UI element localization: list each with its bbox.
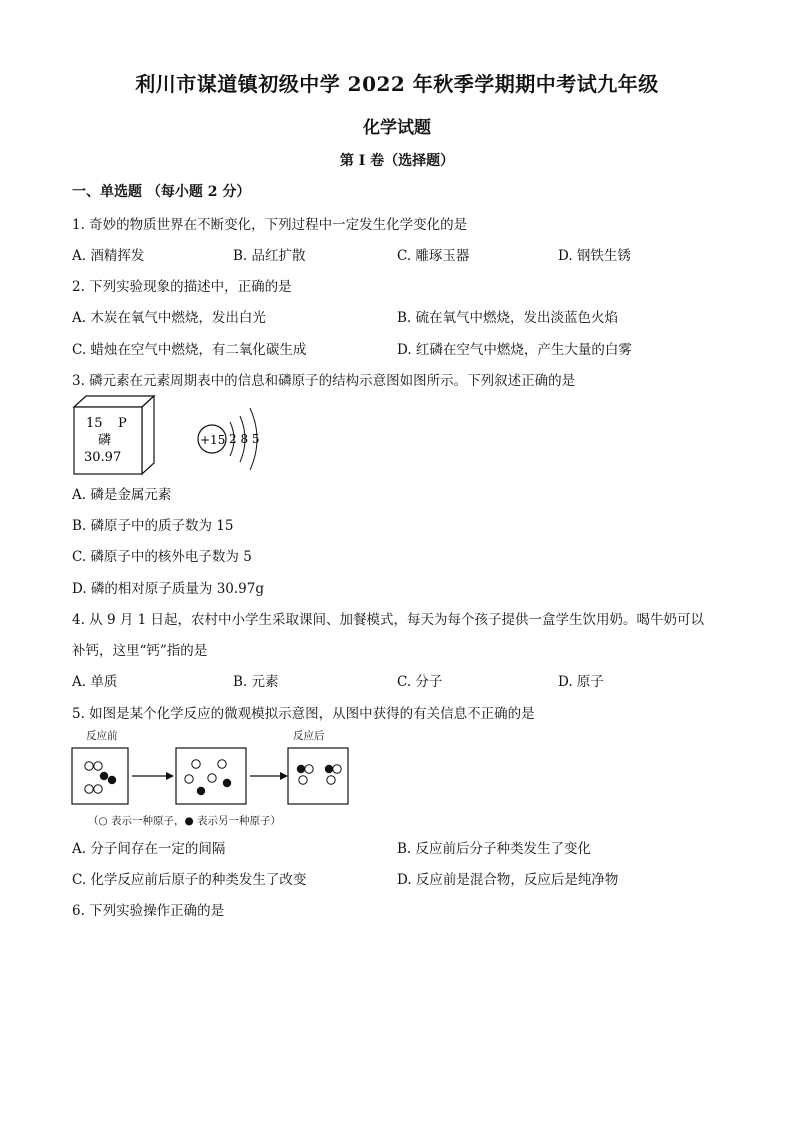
q5-option-d: D. 反应前是混合物，反应后是纯净物 [397, 872, 619, 888]
white-atom [299, 776, 307, 784]
white-atom [218, 760, 226, 768]
reaction-arrow-1-head [166, 772, 174, 780]
white-atom [94, 762, 102, 770]
element-symbol: P [118, 416, 127, 431]
before-label: 反应前 [86, 730, 118, 742]
question-2-text: 2. 下列实验现象的描述中，正确的是 [72, 279, 292, 295]
nucleus-charge: +15 [200, 433, 226, 447]
section-heading: 一、单选题 （每小题 2 分） [72, 184, 251, 200]
q5-option-b: B. 反应前后分子种类发生了变化 [397, 841, 592, 857]
question-4-text-cont: 补钙，这里“钙”指的是 [72, 643, 208, 659]
white-atom [85, 785, 93, 793]
black-atom [197, 787, 205, 795]
volume-label: 第 I 卷（选择题） [339, 153, 455, 169]
black-atom [297, 765, 305, 773]
q1-option-a: A. 酒精挥发 [72, 248, 145, 264]
q3-option-a: A. 磷是金属元素 [72, 487, 172, 503]
element-atomic-number: 15 [86, 416, 103, 431]
q4-option-c: C. 分子 [397, 674, 443, 690]
black-atom [325, 765, 333, 773]
white-atom [192, 760, 200, 768]
q4-option-a: A. 单质 [72, 674, 118, 690]
element-tile [70, 393, 160, 477]
white-atom [333, 765, 341, 773]
reaction-diagram [70, 745, 360, 809]
black-atom [108, 776, 116, 784]
q5-option-c: C. 化学反应前后原子的种类发生了改变 [72, 872, 307, 888]
q2-option-b: B. 硫在氧气中燃烧，发出淡蓝色火焰 [397, 310, 619, 326]
q2-option-c: C. 蜡烛在空气中燃烧，有二氧化碳生成 [72, 342, 307, 358]
white-atom [185, 775, 193, 783]
element-tile-side [142, 396, 154, 474]
black-atom [223, 779, 231, 787]
q5-option-a: A. 分子间存在一定的间隔 [72, 841, 226, 857]
element-name: 磷 [98, 433, 112, 448]
atom-structure-diagram [192, 404, 272, 474]
q1-option-c: C. 雕琢玉器 [397, 248, 470, 264]
q3-option-c: C. 磷原子中的核外电子数为 5 [72, 549, 252, 565]
question-6-text: 6. 下列实验操作正确的是 [72, 903, 225, 919]
white-atom [94, 785, 102, 793]
electron-shell-counts: 2 8 5 [229, 432, 260, 446]
page-title: 利川市谋道镇初级中学 2022 年秋季学期期中考试九年级 [135, 72, 659, 96]
q4-option-b: B. 元素 [233, 674, 279, 690]
reaction-arrow-2-head [280, 772, 288, 780]
white-atom [208, 774, 216, 782]
page-subtitle: 化学试题 [363, 118, 431, 138]
white-atom [85, 762, 93, 770]
q1-option-d: D. 钢铁生锈 [558, 248, 631, 264]
q2-option-a: A. 木炭在氧气中燃烧，发出白光 [72, 310, 266, 326]
element-atomic-mass: 30.97 [84, 450, 122, 465]
after-box [288, 748, 348, 804]
q1-option-b: B. 品红扩散 [233, 248, 306, 264]
q4-option-d: D. 原子 [558, 674, 604, 690]
element-tile-top [74, 396, 154, 407]
q3-option-d: D. 磷的相对原子质量为 30.97g [72, 581, 265, 597]
question-3-text: 3. 磷元素在元素周期表中的信息和磷原子的结构示意图如图所示。下列叙述正确的是 [72, 373, 576, 389]
after-label: 反应后 [293, 730, 325, 742]
diagram-legend: （○ 表示一种原子，● 表示另一种原子） [88, 815, 281, 827]
question-4-text: 4. 从 9 月 1 日起，农村中小学生采取课间、加餐模式，每天为每个孩子提供一盒学生饮用奶。喝牛奶可以 [72, 612, 705, 628]
question-1-text: 1. 奇妙的物质世界在不断变化，下列过程中一定发生化学变化的是 [72, 217, 468, 233]
q3-option-b: B. 磷原子中的质子数为 15 [72, 518, 234, 534]
q2-option-d: D. 红磷在空气中燃烧，产生大量的白雾 [397, 342, 632, 358]
white-atom [305, 765, 313, 773]
question-5-text: 5. 如图是某个化学反应的微观模拟示意图，从图中获得的有关信息不正确的是 [72, 706, 535, 722]
black-atom [100, 772, 108, 780]
white-atom [327, 776, 335, 784]
